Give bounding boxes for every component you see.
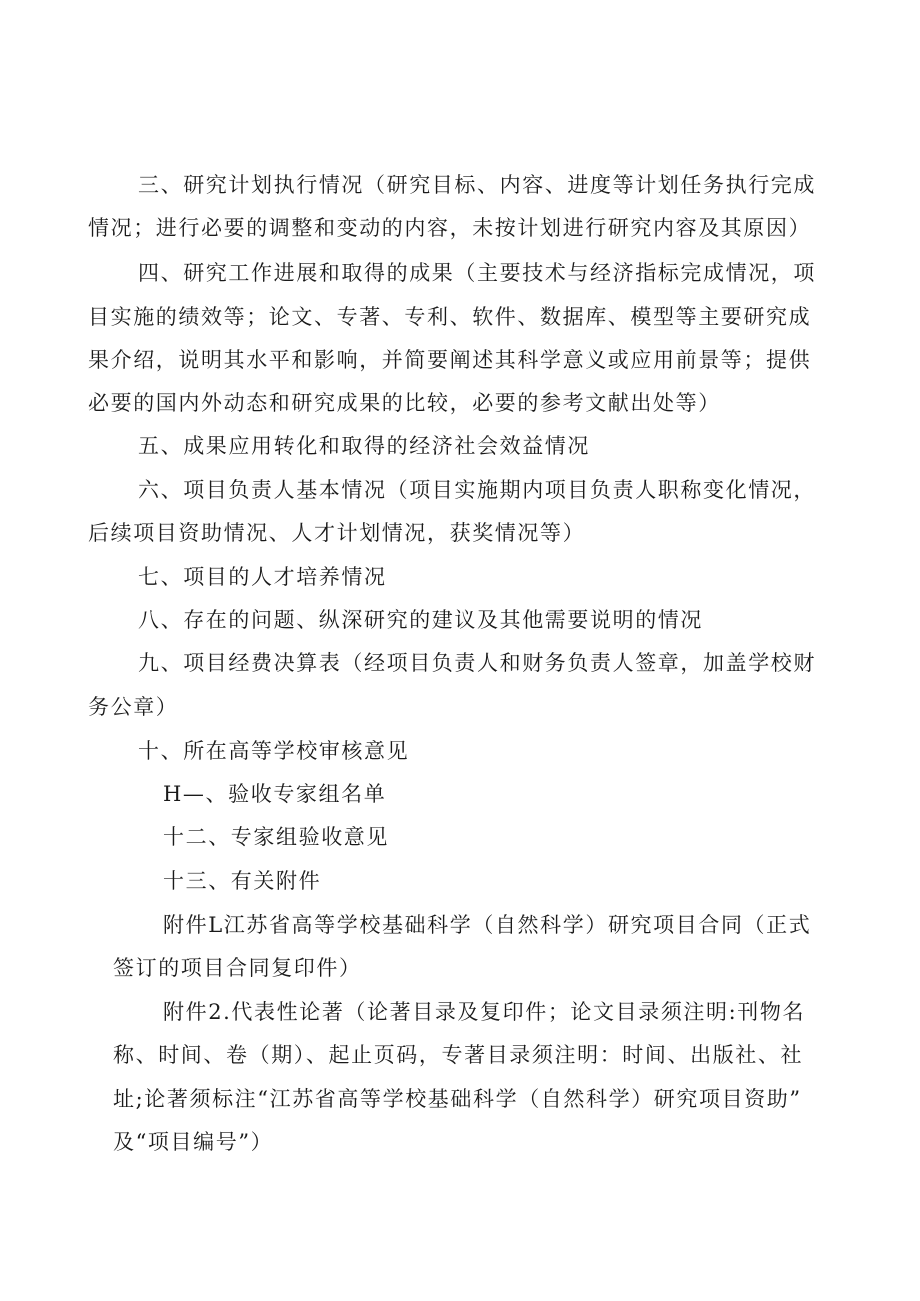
text-line: 五、成果应用转化和取得的经济社会效益情况 bbox=[138, 434, 590, 458]
text-line: 十、所在高等学校审核意见 bbox=[138, 739, 410, 763]
text-line: 及“项目编号”） bbox=[113, 1130, 274, 1154]
text-line: 附件2.代表性论著（论著目录及复印件；论文目录须注明:刊物名 bbox=[163, 1000, 806, 1024]
text-line: 必要的国内外动态和研究成果的比较，必要的参考文献出处等） bbox=[88, 391, 721, 415]
text-line: H—、验收专家组名单 bbox=[163, 782, 387, 806]
text-line: 目实施的绩效等；论文、专著、专利、软件、数据库、模型等主要研究成 bbox=[88, 305, 812, 329]
text-line: 情况；进行必要的调整和变动的内容，未按计划进行研究内容及其原因） bbox=[88, 216, 812, 240]
text-line: 附件L江苏省高等学校基础科学（自然科学）研究项目合同（正式 bbox=[163, 913, 812, 937]
text-line: 九、项目经费决算表（经项目负责人和财务负责人签章，加盖学校财 bbox=[138, 651, 816, 675]
text-line: 果介绍，说明其水平和影响，并简要阐述其科学意义或应用前景等；提供 bbox=[88, 348, 812, 372]
text-line: 务公章） bbox=[88, 695, 179, 719]
text-line: 十二、专家组验收意见 bbox=[163, 825, 389, 849]
text-line: 六、项目负责人基本情况（项目实施期内项目负责人职称变化情况， bbox=[138, 478, 816, 502]
text-line: 址;论著须标注“江苏省高等学校基础科学（自然科学）研究项目资助” bbox=[113, 1087, 802, 1111]
text-line: 后续项目资助情况、人才计划情况，获奖情况等） bbox=[88, 521, 586, 545]
text-line: 三、研究计划执行情况（研究目标、内容、进度等计划任务执行完成 bbox=[138, 173, 816, 197]
text-line: 七、项目的人才培养情况 bbox=[138, 565, 387, 589]
text-line: 签订的项目合同复印件） bbox=[113, 956, 362, 980]
text-line: 八、存在的问题、纵深研究的建议及其他需要说明的情况 bbox=[138, 608, 703, 632]
text-line: 称、时间、卷（期）、起止页码，专著目录须注明：时间、出版社、社 bbox=[113, 1043, 804, 1067]
text-line: 十三、有关附件 bbox=[163, 869, 322, 893]
text-line: 四、研究工作进展和取得的成果（主要技术与经济指标完成情况，项 bbox=[138, 261, 816, 285]
